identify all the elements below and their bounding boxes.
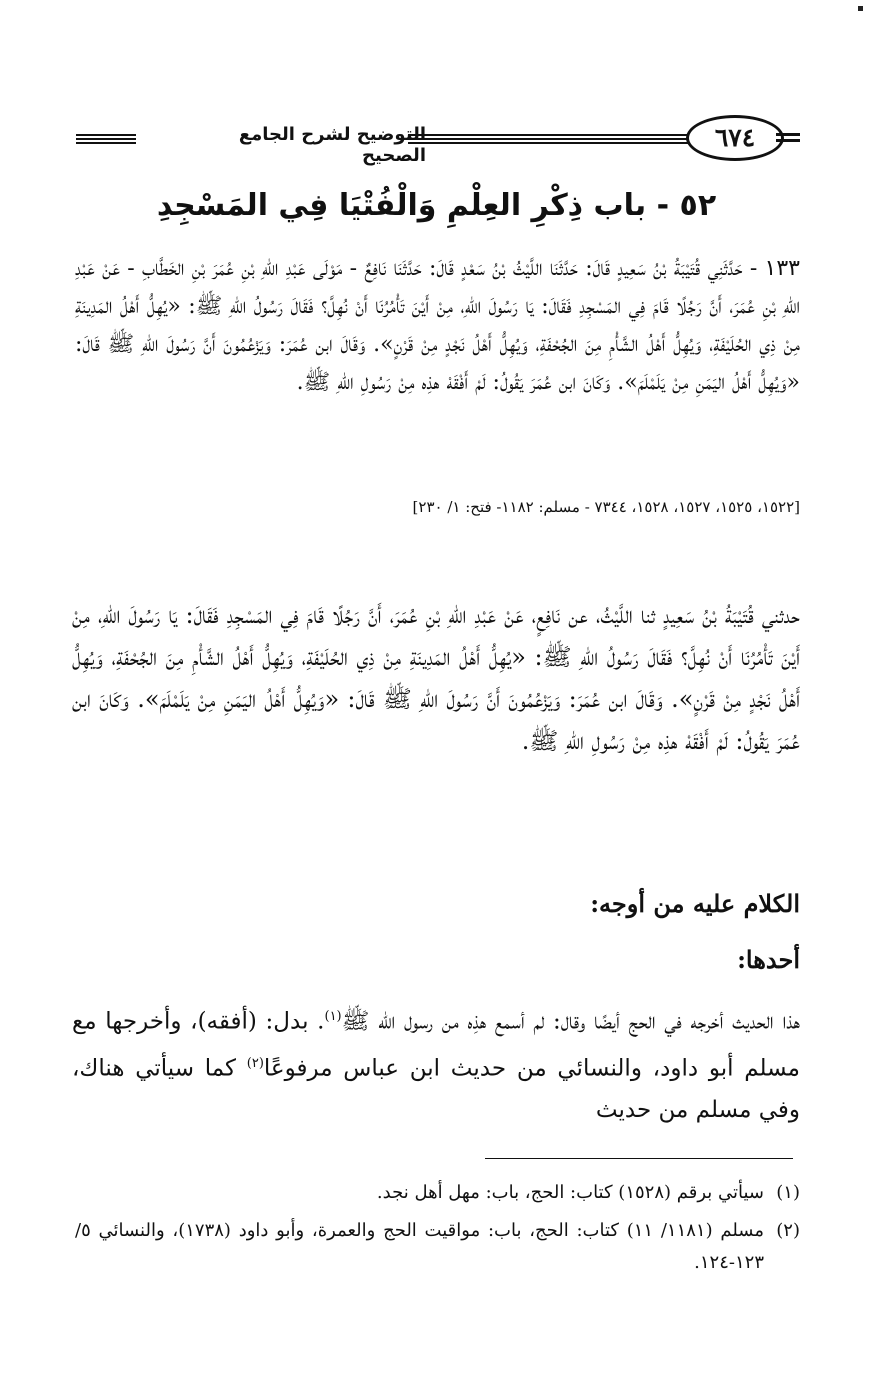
scan-corner-mark — [858, 6, 863, 11]
first-point-heading: أحدها: — [737, 945, 800, 974]
footnotes-list — [75, 1177, 800, 1285]
commentary-body-part2: . بدل: (أفقه)، وأخرجها مع مسلم أبو داود، والنسائي من حديث ابن عباس مرفوعًا — [72, 1008, 801, 1082]
header-tail-rule — [776, 133, 800, 136]
commentary-body-part1: هذا الحديث أخرجه في الحج أيضًا وقال: لم أسمع هذِه من رسول الله ﷺ — [341, 1008, 800, 1035]
commentary-body-part3: كما سيأتي هناك، وفي مسلم من حديث — [72, 1055, 800, 1124]
header-rule-right — [408, 134, 698, 136]
header-rule-left — [76, 134, 136, 136]
footnote-number: (١) — [776, 1182, 800, 1203]
footnote-text: سيأتي برقم (١٥٢٨) كتاب: الحج، باب: مهل أهل نجد. — [376, 1182, 764, 1203]
footnote-ref-2[interactable]: (٢) — [246, 1055, 264, 1071]
hadith-text: ١٣٣ - حَدَّثَنِي قُتَيْبَةُ بْنُ سَعِيدٍ قَالَ: حَدَّثَنَا اللَّيْثُ بْنُ سَعْدٍ قَالَ: حَدَّثَنَا نَافِعٌ - مَوْلَى عَبْدِ اللهِ بْنِ عُمَرَ بْنِ الخَطَّابِ - عَنْ عَبْدِ اللهِ بْنِ عُمَرَ، أَنَّ رَجُلًا قَامَ فِي المَسْجِدِ فَقَالَ: يَا رَسُولَ اللهِ، مِنْ أَيْنَ تَأْمُرُنَا أَنْ نُهِلَّ؟ فَقَالَ رَسُولُ اللهِ ﷺ: «يُهِلُّ أَهْلُ المَدِينَةِ مِنْ ذِي الحُلَيْفَةِ، وَيُهِلُّ أَهْلُ الشَّأْمِ مِنَ الجُحْفَةِ، وَيُهِلُّ أَهْلُ نَجْدٍ مِنْ قَرْنٍ». وَقَالَ ابن عُمَرَ: وَيَزْعُمُونَ أَنَّ رَسُولَ اللهِ ﷺ قَالَ: «وَيُهِلُّ أَهْلُ اليَمَنِ مِنْ يَلَمْلَمَ». وَكَانَ ابن عُمَرَ يَقُولُ: لَمْ أَفْقَهْ هذِه مِنْ رَسُولِ اللهِ ﷺ. — [75, 256, 800, 395]
hadith-takhrij: [١٥٢٢، ١٥٢٥، ١٥٢٧، ١٥٢٨، ٧٣٤٤ - مسلم: ١١٨٢- فتح: ١/ ٢٣٠] — [412, 498, 800, 516]
commentary-subheading: الكلام عليه من أوجه: — [590, 889, 800, 918]
footnote-text: مسلم (١١٨١/ ١١) كتاب: الحج، باب: مواقيت الحج والعمرة، وأبو داود (١٧٣٨)، والنسائي ٥/ ١٢٣-١٢٤. — [75, 1220, 764, 1273]
running-header — [70, 112, 796, 164]
page-number: ٦٧٤ — [686, 115, 784, 161]
running-title: التوضيح لشرح الجامع الصحيح — [238, 124, 426, 166]
chapter-title: ٥٢ - باب ذِكْرِ العِلْمِ وَالْفُتْيَا فِي المَسْجِدِ — [156, 188, 717, 223]
footnote-item — [75, 1177, 800, 1209]
footnote-number: (٢) — [776, 1220, 800, 1241]
footnote-ref-1[interactable]: (١) — [324, 1009, 342, 1024]
commentary-body — [72, 996, 800, 1131]
commentary-hadith-text: حدثني قُتَيْبَةُ بْنُ سَعِيدٍ ثنا اللَّيْثُ، عن نَافِعٍ، عَنْ عَبْدِ اللهِ بْنِ عُمَرَ، أَنَّ رَجُلًا قَامَ فِي المَسْجِدِ فَقَالَ: يَا رَسُولَ اللهِ، مِنْ أَيْنَ تَأْمُرُنَا أَنْ نُهِلَّ؟ فَقَالَ رَسُولُ اللهِ ﷺ: «يُهِلُّ أَهْلُ المَدِينَةِ مِنْ ذِي الحُلَيْفَةِ، وَيُهِلُّ أَهْلُ الشَّأْمِ مِنَ الجُحْفَةِ، وَيُهِلُّ أَهْلُ نَجْدٍ مِنْ قَرْنٍ». وَقَالَ ابن عُمَرَ: وَيَزْعُمُونَ أَنَّ رَسُولَ اللهِ ﷺ قَالَ: «وَيُهِلُّ أَهْلُ اليَمَنِ مِنْ يَلَمْلَمَ». وَكَانَ ابن عُمَرَ يَقُولُ: لَمْ أَفْقَهْ هذِه مِنْ رَسُولِ اللهِ ﷺ. — [72, 601, 800, 755]
footnote-item — [75, 1215, 800, 1279]
footnote-divider — [485, 1158, 793, 1159]
